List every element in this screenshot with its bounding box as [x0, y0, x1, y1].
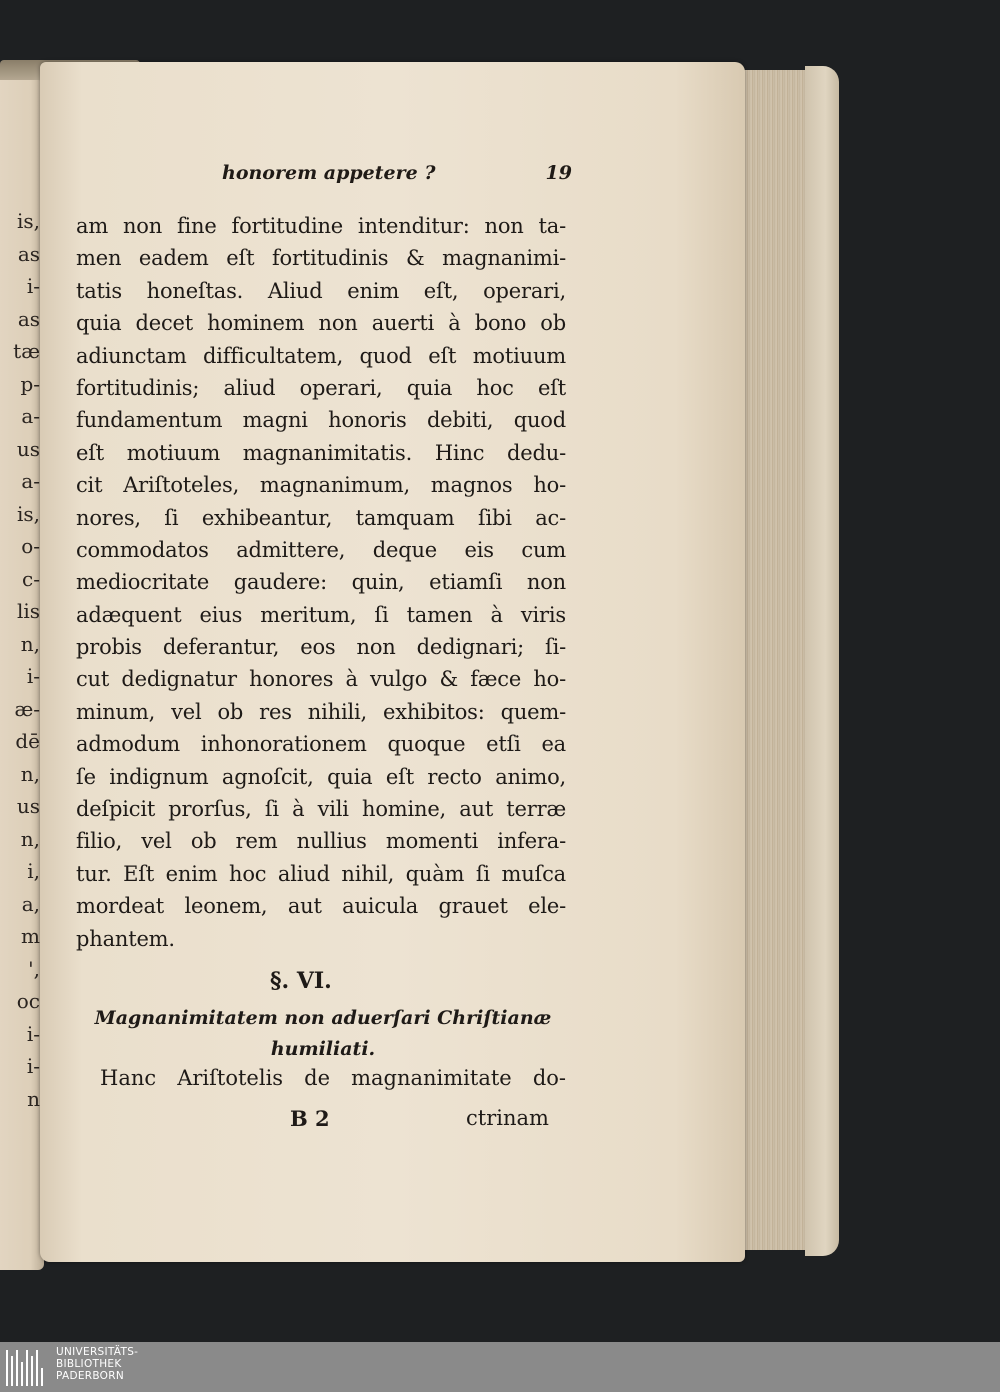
- library-logo-icon: [6, 1350, 46, 1386]
- text-line: cut dedignatur honores à vulgo & fæce ho-: [76, 667, 566, 692]
- body-text: [76, 210, 566, 955]
- section-number: §. VI.: [270, 968, 332, 994]
- library-name-line: BIBLIOTHEK: [56, 1358, 122, 1370]
- left-fragment: a-: [21, 404, 40, 428]
- text-line: probis deferantur, eos non dedignari; ſi-: [76, 635, 566, 660]
- text-line: ſe indignum agnoſcit, quia eſt recto animo,: [76, 764, 566, 789]
- section-title-line: Magnanimitatem non aduerſari Chriſtianæ: [94, 1007, 552, 1029]
- library-name-line: PADERBORN: [56, 1370, 124, 1382]
- text-line: minum, vel ob res nihili, exhibitos: quem-: [76, 699, 566, 724]
- running-title: honorem appetere ?: [222, 162, 436, 184]
- catchword: ctrinam: [466, 1106, 549, 1130]
- left-fragment: tæ: [13, 339, 40, 363]
- text-line: am non fine fortitudine intenditur: non ta-: [76, 214, 566, 238]
- library-name-line: UNIVERSITÄTS-: [56, 1346, 139, 1358]
- left-fragment: æ-: [14, 696, 40, 721]
- text-line: tatis honeſtas. Aliud enim eſt, operari,: [76, 278, 566, 303]
- text-line: fundamentum magni honoris debiti, quod: [76, 408, 566, 433]
- section-title: [88, 1003, 558, 1065]
- left-page-fragments: [0, 205, 40, 1115]
- left-fragment: as: [17, 241, 40, 266]
- left-fragment: ',: [28, 956, 40, 981]
- left-fragment: us: [16, 794, 40, 818]
- left-fragment: i-: [26, 274, 40, 298]
- running-header: [222, 162, 572, 192]
- text-line: phantem.: [76, 926, 175, 951]
- left-fragment: n,: [20, 826, 40, 851]
- book-cover-edge: [805, 66, 839, 1256]
- footer-bar: [0, 1342, 1000, 1392]
- left-fragment: is,: [16, 209, 40, 233]
- left-fragment: i-: [26, 1054, 40, 1078]
- text-line: eſt motiuum magnanimitatis. Hinc dedu-: [76, 440, 566, 465]
- text-line: men eadem eſt fortitudinis & magnanimi-: [76, 246, 566, 271]
- left-fragment: dē: [15, 729, 40, 753]
- left-fragment: p-: [20, 371, 40, 396]
- text-line: filio, vel ob rem nullius momenti infera-: [76, 829, 566, 854]
- left-fragment: oc: [16, 989, 40, 1013]
- left-fragment: c-: [22, 566, 40, 591]
- left-fragment: i-: [26, 1021, 40, 1046]
- left-fragment: n,: [20, 761, 40, 786]
- left-fragment: is,: [16, 501, 40, 526]
- left-fragment: a-: [21, 469, 40, 493]
- text-line: mordeat leonem, aut auicula grauet ele-: [76, 894, 566, 919]
- left-fragment: a,: [21, 891, 40, 916]
- text-line: quia decet hominem non auerti à bono ob: [76, 311, 566, 336]
- text-line: tur. Eſt enim hoc aliud nihil, quàm ſi muſca: [76, 861, 566, 886]
- text-line: deſpicit prorſus, ſi à vili homine, aut terræ: [76, 797, 566, 822]
- text-line: cit Ariſtoteles, magnanimum, magnos ho-: [76, 473, 566, 498]
- section-title-line: humiliati.: [270, 1038, 376, 1060]
- left-fragment: i-: [26, 664, 40, 688]
- text-line: fortitudinis; aliud operari, quia hoc eſt: [76, 375, 566, 400]
- library-name: [56, 1346, 138, 1382]
- left-fragment: i,: [27, 859, 40, 883]
- text-line: nores, ſi exhibeantur, tamquam ſibi ac-: [76, 505, 566, 530]
- text-line: adæquent eius meritum, ſi tamen à viris: [76, 602, 566, 627]
- paragraph-start: Hanc Ariſtotelis de magnanimitate do-: [100, 1066, 566, 1090]
- left-fragment: m: [21, 924, 40, 948]
- signature-mark: B 2: [290, 1106, 330, 1131]
- text-line: admodum inhonorationem quoque etſi ea: [76, 732, 566, 757]
- text-line: commodatos admittere, deque eis cum: [76, 537, 566, 562]
- left-fragment: n,: [20, 631, 40, 656]
- left-fragment: as: [17, 306, 40, 331]
- text-line: mediocritate gaudere: quin, etiamſi non: [76, 570, 566, 595]
- left-fragment: n: [27, 1086, 40, 1111]
- left-fragment: us: [16, 436, 40, 461]
- left-fragment: lis: [16, 599, 40, 623]
- page-number: 19: [545, 162, 572, 184]
- text-line: adiunctam difficultatem, quod eſt motiuum: [76, 343, 566, 368]
- left-fragment: o-: [21, 534, 40, 558]
